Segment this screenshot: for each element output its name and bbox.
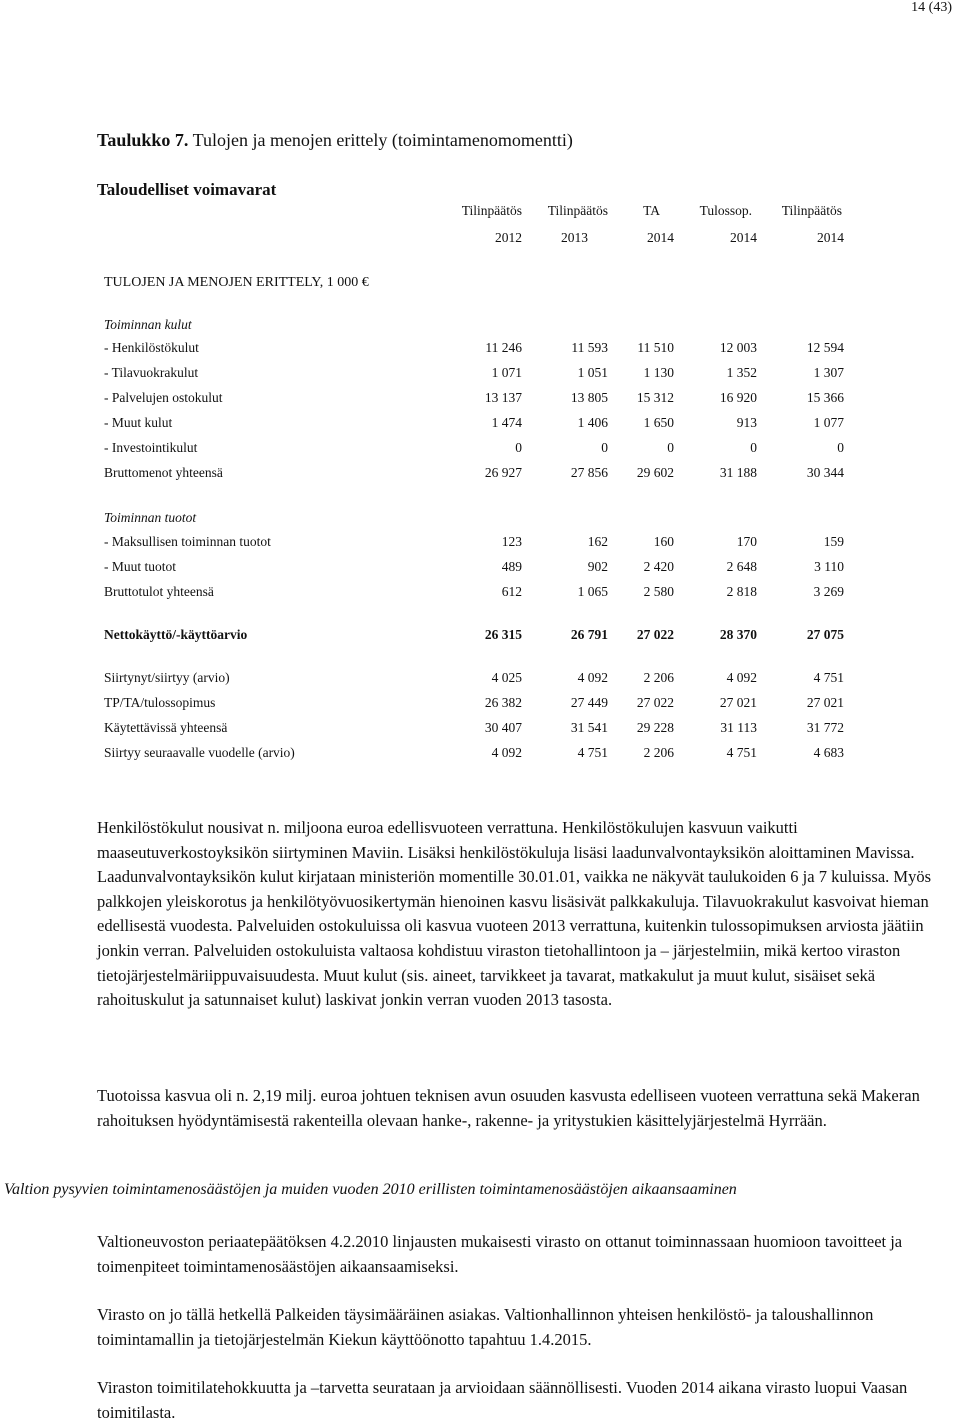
table-row — [0, 390, 960, 408]
cell: 12 003 — [719, 340, 757, 355]
cell: 1 352 — [726, 365, 757, 380]
cell: 4 092 — [491, 745, 522, 760]
table-row — [0, 534, 960, 552]
col-year-2: 2013 — [561, 230, 588, 245]
row-label: Nettokäyttö/-käyttöarvio — [104, 627, 248, 642]
row-label: - Muut kulut — [104, 415, 173, 430]
cell: 29 228 — [636, 720, 674, 735]
cell: 1 307 — [813, 365, 844, 380]
cell: 26 927 — [484, 465, 522, 480]
cell: 4 751 — [577, 745, 608, 760]
cell: 489 — [501, 559, 522, 574]
table-row — [0, 584, 960, 602]
col-header-5: Tilinpäätös — [781, 203, 842, 218]
cell: 0 — [667, 440, 674, 455]
cell: 27 022 — [636, 627, 674, 642]
cell: 902 — [587, 559, 608, 574]
row-label: Siirtynyt/siirtyy (arvio) — [104, 670, 230, 685]
page-number: 14 (43) — [911, 0, 952, 15]
table-row — [0, 695, 960, 713]
table-row — [0, 745, 960, 763]
cell: 2 580 — [643, 584, 674, 599]
cell: 913 — [736, 415, 757, 430]
cell: 3 269 — [813, 584, 844, 599]
cell: 31 113 — [720, 720, 757, 735]
cell: 0 — [750, 440, 757, 455]
cell: 0 — [515, 440, 522, 455]
section-heading: Valtion pysyvien toimintamenosäästöjen ja muiden vuoden 2010 erillisten toimintamenosäästöjen aikaansaaminen — [4, 1181, 737, 1198]
cell: 27 075 — [806, 627, 844, 642]
cell: 159 — [823, 534, 844, 549]
table-title — [97, 130, 573, 151]
table-row — [0, 340, 960, 358]
col-year-4: 2014 — [730, 230, 757, 245]
cell: 1 077 — [813, 415, 844, 430]
col-header-3: TA — [643, 203, 660, 218]
table-row — [0, 720, 960, 738]
cell: 30 407 — [484, 720, 522, 735]
row-label: Bruttomenot yhteensä — [104, 465, 223, 480]
row-label: - Investointikulut — [104, 440, 198, 455]
table-row — [0, 465, 960, 483]
cell: 27 021 — [719, 695, 757, 710]
cell: 27 856 — [570, 465, 608, 480]
cell: 1 071 — [491, 365, 522, 380]
cell: 16 920 — [719, 390, 757, 405]
cell: 2 206 — [643, 745, 674, 760]
cell: 26 791 — [570, 627, 608, 642]
table-row — [0, 559, 960, 577]
col-header-1: Tilinpäätös — [461, 203, 522, 218]
cell: 1 065 — [577, 584, 608, 599]
group-title-revenue: Toiminnan tuotot — [104, 510, 197, 525]
cell: 1 650 — [643, 415, 674, 430]
cell: 30 344 — [806, 465, 844, 480]
row-label: Käytettävissä yhteensä — [104, 720, 228, 735]
paragraph-palkeet: Virasto on jo tällä hetkellä Palkeiden täysimääräinen asiakas. Valtionhallinnon yhteisen henkilöstö- ja taloushallinnon toimintamallin ja tietojärjestelmän Kiekun käyttöönotto tapahtuu 1.4.2015. — [97, 1305, 874, 1349]
cell: 4 751 — [813, 670, 844, 685]
paragraph-costs: Henkilöstökulut nousivat n. miljoona euroa edellisvuoteen verrattuna. Henkilöstökulujen kasvuun vaikutti maaseutuverkostoyksikön siirtyminen Maviin. Lisäksi henkilöstökuluja lisäsi laadunvalvontayksikön aloittaminen Mavissa. Laadunvalvontayksikön kulut kirjataan ministeriön momentille 30.01.01, vaikka ne näkyvät taulukoiden 6 ja 7 kuluissa. Myös palkkojen yleiskorotus ja henkilötyövuosikertymän hienoinen kasvu lisäsivät palkkakuluja. Tilavuokrakulut kasvoivat hieman edellisestä vuodesta. Palveluiden ostokuluissa oli kasvua vuoteen 2013 verrattuna, kuitenkin tulossopimuksen arviosta jäätiin jonkin verran. Palveluiden ostokuluista valtaosa kohdistuu viraston tietohallintoon ja – järjestelmiin, mikä kertoo viraston tietojärjestelmäriippuvaisuudesta. Muut kulut (sis. aineet, tarvikkeet ja tavarat, matkakulut ja muut kulut, sisäiset sekä rahoituskulut ja satunnaiset kulut) laskivat jonkin verran vuoden 2013 tasosta. — [97, 818, 932, 1010]
cell: 31 541 — [570, 720, 608, 735]
col-year-3: 2014 — [647, 230, 674, 245]
cell: 13 137 — [484, 390, 522, 405]
cell: 612 — [501, 584, 522, 599]
cell: 2 206 — [643, 670, 674, 685]
table-row — [0, 365, 960, 383]
section-title: TULOJEN JA MENOJEN ERITTELY, 1 000 € — [104, 275, 369, 290]
cell: 170 — [736, 534, 757, 549]
table-title-text: Tulojen ja menojen erittely (toimintamenomomentti) — [192, 130, 573, 150]
row-label: - Maksullisen toiminnan tuotot — [104, 534, 271, 549]
row-label: - Palvelujen ostokulut — [104, 390, 223, 405]
cell: 0 — [601, 440, 608, 455]
cell: 2 648 — [726, 559, 757, 574]
cell: 4 683 — [813, 745, 844, 760]
col-header-2: Tilinpäätös — [547, 203, 608, 218]
cell: 31 188 — [719, 465, 757, 480]
table-row-net — [0, 627, 960, 645]
paragraph-savings: Valtioneuvoston periaatepäätöksen 4.2.2010 linjausten mukaisesti virasto on ottanut toiminnassaan huomioon tavoitteet ja toimenpiteet toimintamenosäästöjen aikaansaamiseksi. — [97, 1232, 903, 1276]
cell: 2 420 — [643, 559, 674, 574]
col-year-1: 2012 — [495, 230, 522, 245]
cell: 12 594 — [806, 340, 844, 355]
table-row — [0, 415, 960, 433]
cell: 27 449 — [570, 695, 608, 710]
cell: 29 602 — [636, 465, 674, 480]
col-year-5: 2014 — [817, 230, 844, 245]
table-title-label: Taulukko 7. — [97, 130, 189, 150]
cell: 26 382 — [484, 695, 522, 710]
table-row — [0, 670, 960, 688]
cell: 160 — [653, 534, 674, 549]
cell: 123 — [501, 534, 522, 549]
cell: 162 — [587, 534, 608, 549]
cell: 4 751 — [726, 745, 757, 760]
row-label: Bruttotulot yhteensä — [104, 584, 214, 599]
cell: 3 110 — [814, 559, 844, 574]
row-label: TP/TA/tulossopimus — [104, 695, 216, 710]
row-label: - Muut tuotot — [104, 559, 177, 574]
cell: 26 315 — [484, 627, 522, 642]
cell: 27 021 — [806, 695, 844, 710]
cell: 1 051 — [577, 365, 608, 380]
cell: 28 370 — [719, 627, 757, 642]
row-label: - Henkilöstökulut — [104, 340, 199, 355]
cell: 1 474 — [491, 415, 522, 430]
table-row — [0, 440, 960, 458]
cell: 1 130 — [643, 365, 674, 380]
subtitle: Taloudelliset voimavarat — [97, 180, 277, 199]
cell: 13 805 — [570, 390, 608, 405]
cell: 11 510 — [637, 340, 674, 355]
group-title-costs: Toiminnan kulut — [104, 317, 192, 332]
cell: 27 022 — [636, 695, 674, 710]
paragraph-premises: Viraston toimitilatehokkuutta ja –tarvetta seurataan ja arvioidaan säännöllisesti. Vuoden 2014 aikana virasto luopui Vaasan toimitilasta. — [97, 1378, 908, 1422]
cell: 31 772 — [806, 720, 844, 735]
cell: 15 366 — [806, 390, 844, 405]
cell: 2 818 — [726, 584, 757, 599]
paragraph-revenue: Tuotoissa kasvua oli n. 2,19 milj. euroa johtuen teknisen avun osuuden kasvusta edelliseen vuoteen verrattuna sekä Makeran rahoituksen hyödyntämisestä rakenteilla olevaan hanke-, rakenne- ja yritystukien käsittelyjärjestelmä Hyrrään. — [97, 1086, 920, 1130]
row-label: Siirtyy seuraavalle vuodelle (arvio) — [104, 745, 295, 760]
cell: 4 092 — [726, 670, 757, 685]
col-header-4: Tulossop. — [699, 203, 752, 218]
cell: 0 — [837, 440, 844, 455]
row-label: - Tilavuokrakulut — [104, 365, 199, 380]
cell: 4 092 — [577, 670, 608, 685]
cell: 15 312 — [636, 390, 674, 405]
cell: 11 246 — [485, 340, 522, 355]
cell: 11 593 — [571, 340, 608, 355]
cell: 1 406 — [577, 415, 608, 430]
cell: 4 025 — [491, 670, 522, 685]
